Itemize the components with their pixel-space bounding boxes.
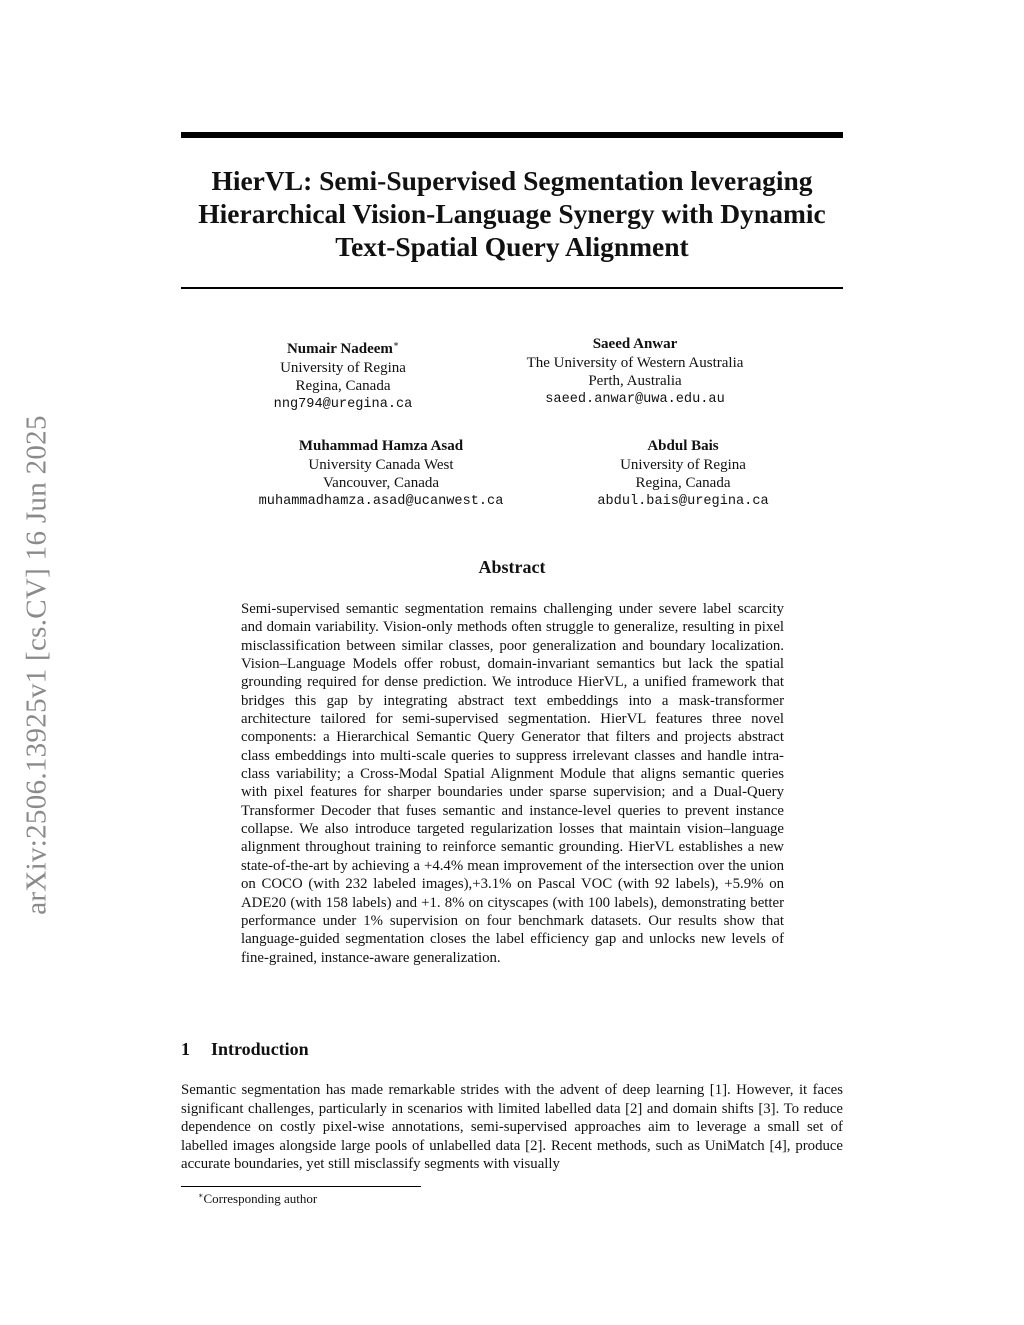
author-email: nng794@uregina.ca bbox=[273, 396, 413, 412]
section-number: 1 bbox=[181, 1039, 190, 1059]
footnote-text: Corresponding author bbox=[203, 1191, 318, 1206]
author-email: abdul.bais@uregina.ca bbox=[597, 493, 769, 509]
section-heading bbox=[181, 1039, 309, 1060]
abstract-heading: Abstract bbox=[478, 557, 546, 577]
author-location: Perth, Australia bbox=[588, 373, 682, 389]
author-name: Muhammad Hamza Asad bbox=[298, 438, 464, 454]
abstract-text: Semi-supervised semantic segmentation remains challenging under severe label scarcity and domain variability. Vision-only methods often struggle to generalize, resulting in pixel misclassification between similar classes, poor generalization and boundary localization. Vision–Language Models offer robust, domain-invariant semantics but lack the spatial grounding required for dense prediction. We introduce HierVL, a unified framework that bridges this gap by integrating abstract text embeddings into a mask-transformer architecture tailored for semi-supervised segmentation. HierVL features three novel components: a Hierarchical Semantic Query Generator that filters and projects abstract class embeddings into multi-scale queries to suppress irrelevant classes and handle intra-class variability; a Cross-Modal Spatial Alignment Module that aligns semantic queries with pixel features for sharper boundaries under sparse supervision; and a Dual-Query Transformer Decoder that fuses semantic and instance-level queries to prevent instance collapse. We also introduce targeted regularization losses that maintain vision–language alignment throughout training to reinforce semantic grounding. HierVL establishes a new state-of-the-art by achieving a +4.4% mean improvement of the intersection over the union on COCO (with 232 labeled images),+3.1% on Pascal VOC (with 92 labels), +5.9% on ADE20 (with 158 labels) and +1. 8% on cityscapes (with 100 labels), demonstrating better performance under 1% supervision on four benchmark datasets. Our results show that language-guided segmentation closes the label efficiency gap and unlocks new levels of fine-grained, instance-aware generalization. bbox=[241, 601, 784, 966]
footnote-rule bbox=[181, 1186, 421, 1187]
author-affiliation: University of Regina bbox=[620, 456, 746, 473]
author-block-4 bbox=[597, 437, 768, 511]
author-block-3 bbox=[259, 437, 504, 511]
author-footnote-mark: ∗ bbox=[392, 339, 400, 349]
section-title: Introduction bbox=[211, 1039, 309, 1059]
author-affiliation: The University of Western Australia bbox=[526, 354, 744, 371]
author-email: saeed.anwar@uwa.edu.au bbox=[545, 391, 725, 407]
author-affiliation: University Canada West bbox=[308, 456, 454, 473]
author-location: Regina, Canada bbox=[635, 475, 731, 491]
paper-title: HierVL: Semi-Supervised Segmentation leveraging Hierarchical Vision-Language Synergy with Dynamic Text-Spatial Query Alignment bbox=[198, 165, 826, 262]
introduction-text: Semantic segmentation has made remarkable strides with the advent of deep learning [1]. However, it faces significant challenges, particularly in scenarios with limited labelled data [2] and domain shifts [3]. To reduce dependence on costly pixel-wise annotations, semi-supervised approaches aim to leverage a small set of labelled images alongside large pools of unlabelled data [2]. Recent methods, such as UniMatch [4], produce accurate boundaries, yet still misclassify segments with visually bbox=[181, 1082, 843, 1173]
author-affiliation: University of Regina bbox=[280, 359, 406, 376]
author-name: Abdul Bais bbox=[647, 438, 719, 454]
title-top-rule bbox=[181, 132, 843, 138]
author-name: Numair Nadeem∗ bbox=[286, 339, 400, 357]
author-location: Regina, Canada bbox=[295, 378, 391, 394]
title-bottom-rule bbox=[181, 287, 843, 289]
footnote-mark: ∗ bbox=[198, 1191, 204, 1200]
footnote bbox=[198, 1188, 317, 1207]
author-block-2 bbox=[527, 335, 744, 409]
author-block-1 bbox=[274, 335, 413, 414]
author-name: Saeed Anwar bbox=[592, 336, 678, 352]
arxiv-watermark: arXiv:2506.13925v1 [cs.CV] 16 Jun 2025 bbox=[20, 415, 53, 915]
author-location: Vancouver, Canada bbox=[322, 475, 440, 491]
author-email: muhammadhamza.asad@ucanwest.ca bbox=[258, 493, 504, 509]
